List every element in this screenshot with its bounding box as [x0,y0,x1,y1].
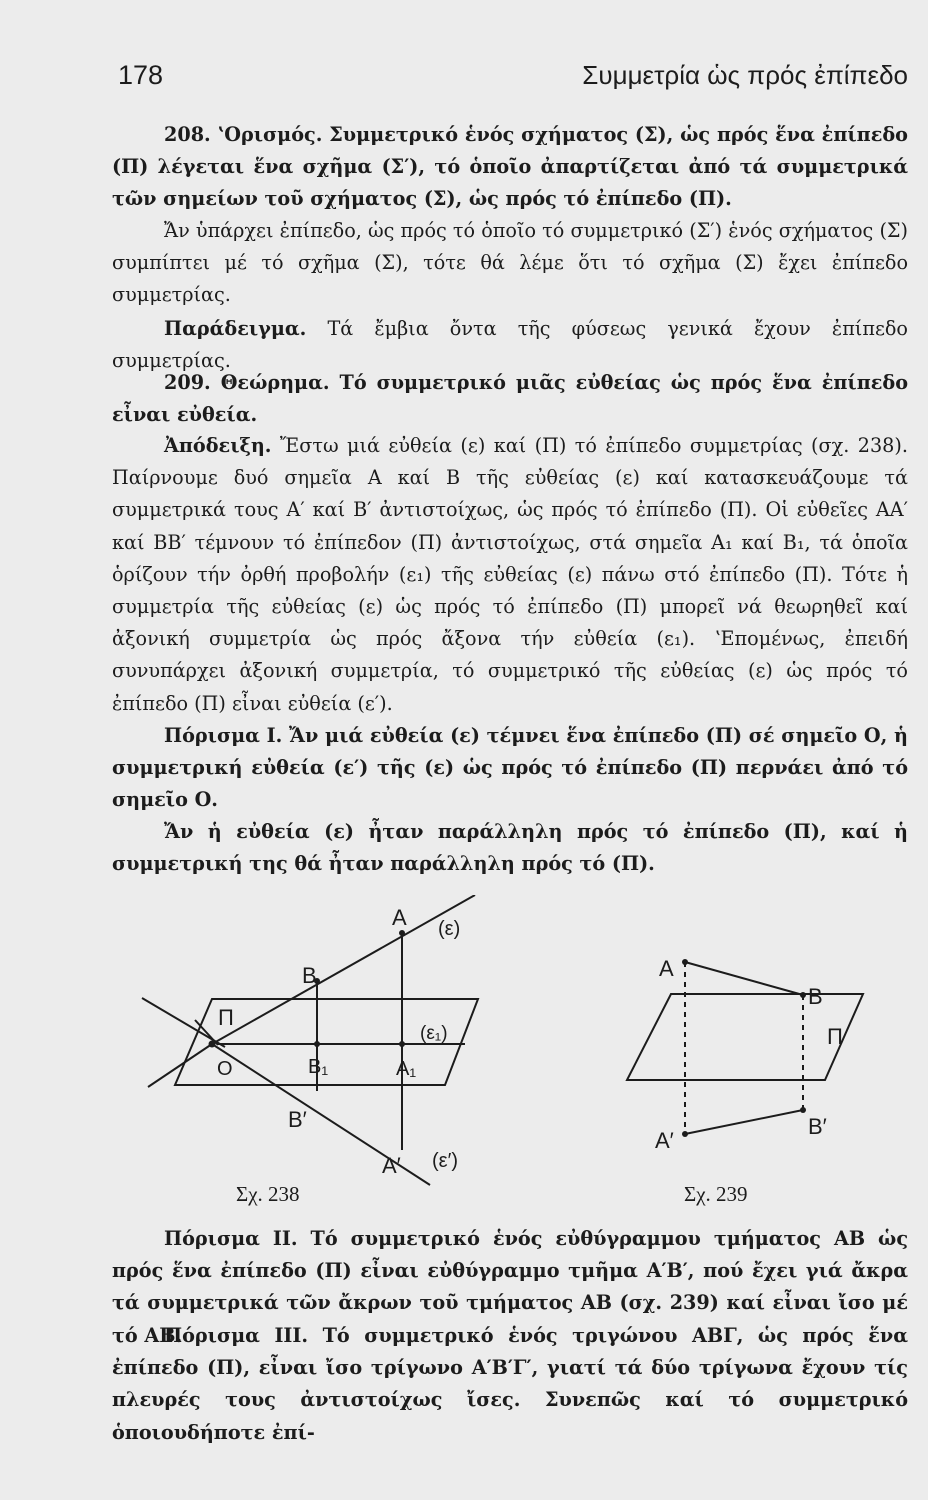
definition-208-label: 208. ʽΟρισμός. [164,123,323,146]
label-Pi: Π [218,1005,234,1030]
label-e: (ε) [438,918,461,940]
label-B1: B₁ [308,1056,329,1078]
label-Ap: A′ [382,1153,401,1178]
label-B: B [808,984,823,1009]
corollary-2-text: Τό συμμετρικό ἑνός εὐθύγραμμου τμήματος ΑΒ ὡς πρός ἕνα ἐπίπεδο (Π) εἶναι εὐθύγραμμο τμῆμα Α′Β′, πού ἔχει γιά ἄκρα τά συμμετρικά τῶν ἄκρων τοῦ τμήματος ΑΒ (σχ. 239) καί εἶναι ἴσο μέ τό ΑΒ. [112,1227,909,1347]
figure-238 [130,895,510,1195]
page-number: 178 [118,60,164,90]
symmetry-plane-paragraph: Ἄν ὑπάρχει ἐπίπεδο, ὡς πρός τό ὁποῖο τό συμμετρικό (Σ′) ἑνός σχήματος (Σ) συμπίπτει μέ τό σχῆμα (Σ), τότε θά λέμε ὅτι τό σχῆμα (Σ) ἔχει ἐπίπεδο συμμετρίας. [112,219,908,307]
label-Bp: B′ [288,1107,307,1132]
label-A1: A₁ [396,1058,417,1080]
point-Ap [682,1131,688,1137]
line-e [212,895,475,1044]
corollary-1-label: Πόρισμα Ι. [164,724,283,747]
point-A [682,959,688,965]
corollary-3-text: Τό συμμετρικό ἑνός τριγώνου ΑΒΓ, ὡς πρός ἕνα ἐπίπεδο (Π), εἶναι ἴσο τρίγωνο Α′Β′Γ′, γιατί τά δύο τρίγωνα ἔχουν τίς πλευρές τους ἀντιστοίχως ἴσες. Συνεπῶς καί τό συμμετρικό ὁποιουδήποτε ἐπί- [112,1324,908,1444]
label-Bp: B′ [808,1114,827,1139]
corollary-1-text: Ἄν μιά εὐθεία (ε) τέμνει ἕνα ἐπίπεδο (Π) σέ σημεῖο Ο, ἡ συμμετρική εὐθεία (ε′) τῆς (ε) ὡς πρός τό ἐπίπεδο (Π) περνάει ἀπό τό σημεῖο Ο. [112,724,908,812]
point-O [209,1041,216,1048]
theorem-209-label: 209. Θεώρημα. [164,371,330,394]
corollary-3 [112,1320,908,1449]
theorem-209-text: Τό συμμετρικό μιᾶς εὐθείας ὡς πρός ἕνα ἐπίπεδο εἶναι εὐθεία. [112,371,908,427]
figure-239 [605,940,895,1180]
proof-paragraph [112,430,908,720]
label-A: A [392,905,407,930]
label-B: B [302,963,317,988]
example-text: Τά ἔμβια ὄντα τῆς φύσεως γενικά ἔχουν ἐπίπεδο συμμετρίας. [112,317,908,373]
page-header [118,60,908,100]
label-ep: (ε′) [432,1150,458,1172]
segment-ApBp [685,1110,803,1134]
definition-208 [112,119,908,216]
corollary-1-parallel: Ἄν ἡ εὐθεία (ε) ἦταν παράλληλη πρός τό ἐπίπεδο (Π), καί ἡ συμμετρική της θά ἦταν παράλληλη πρός τό (Π). [112,820,908,876]
proof-label: Ἀπόδειξη. [164,434,272,457]
point-Bp [800,1107,806,1113]
running-title: Συμμετρία ὡς πρός ἐπίπεδο [582,60,908,90]
label-Pi: Π [827,1024,843,1049]
label-O: O [217,1058,233,1080]
point-A1 [399,1041,405,1047]
corollary-1 [112,720,908,817]
point-B [800,992,806,998]
proof-text: Ἔστω μιά εὐθεία (ε) καί (Π) τό ἐπίπεδο συμμετρίας (σχ. 238). Παίρνουμε δυό σημεῖα Α καί Β τῆς εὐθείας (ε) καί κατασκευάζουμε τά συμμετρικά τους Α′ καί Β′ ἀντιστοίχως, ὡς πρός τό ἐπίπεδο (Π). Οἱ εὐθεῖες ΑΑ′ καί ΒΒ′ τέμνουν τό ἐπίπεδον (Π) ἀντιστοίχως, στά σημεῖα Α₁ καί Β₁, τά ὁποῖα ὁρίζουν τήν ὀρθή προβολήν (ε₁) τῆς εὐθείας (ε) πάνω στό ἐπίπεδο (Π). Τότε ἡ συμμετρία τῆς εὐθείας (ε) ὡς πρός τό ἐπίπεδο (Π) μπορεῖ νά θεωρηθεῖ καί ἀξονική συμμετρία ὡς πρός ἄξονα τήν εὐθεία (ε₁). ʽΕπομένως, ἐπειδή συνυπάρχει ἀξονική συμμετρία, τό συμμετρικό τῆς εὐθείας (ε) ὡς πρός τό ἐπίπεδο (Π) εἶναι εὐθεία (ε′). [112,434,908,715]
label-A: A [659,956,674,981]
corollary-2-label: Πόρισμα ΙΙ. [164,1227,298,1250]
caption-239: Σχ. 239 [684,1182,748,1206]
point-B1 [314,1041,320,1047]
definition-208-text: Συμμετρικό ἑνός σχήματος (Σ), ὡς πρός ἕνα ἐπίπεδο (Π) λέγεται ἕνα σχῆμα (Σ′), τό ὁποῖο ἀπαρτίζεται ἀπό τά συμμετρικά τῶν σημείων τοῦ σχήματος (Σ), ὡς πρός τό ἐπίπεδο (Π). [112,123,908,211]
point-A [399,930,405,936]
label-Ap: A′ [655,1128,674,1153]
lower-left-line [148,1044,212,1087]
theorem-209 [112,367,908,431]
label-e1: (ε₁) [420,1023,448,1044]
example-label: Παράδειγμα. [164,317,307,340]
segment-AB [685,962,803,995]
corollary-3-label: Πόρισμα ΙΙΙ. [164,1324,309,1347]
caption-238: Σχ. 238 [236,1182,300,1206]
